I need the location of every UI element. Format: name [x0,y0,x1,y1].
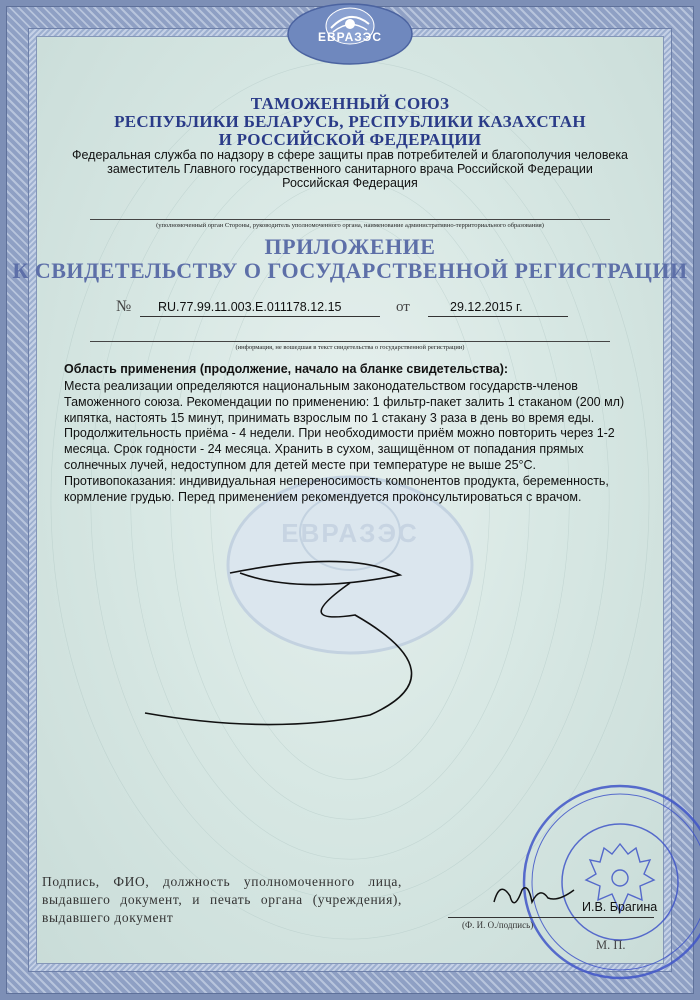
stamp-place-label: М. П. [596,938,626,952]
scope-line: кипятка, настоять 15 минут, принимать взрослым по 1 стакану 3 раза в день во время еды. [64,410,595,425]
header-line-2: РЕСПУБЛИКИ БЕЛАРУСЬ, РЕСПУБЛИКИ КАЗАХСТАН [114,112,586,131]
title-line-1: ПРИЛОЖЕНИЕ [264,234,436,259]
registration-row [0,298,700,318]
scope-line: Противопоказания: индивидуальная непереносимость компонентов продукта, беременность, [64,473,609,488]
closing-stroke [130,555,490,745]
authority-caption: (уполномоченный орган Стороны, руководитель уполномоченного органа, наименование административно-территориального образования) [156,222,544,229]
handwritten-signature [488,872,578,917]
registration-number: RU.77.99.11.003.E.011178.12.15 [158,300,342,314]
authority-underline [90,219,610,220]
scope-title: Область применения (продолжение, начало на бланке свидетельства): [64,362,509,376]
header-line-3: И РОССИЙСКОЙ ФЕДЕРАЦИИ [218,130,482,149]
watermark-label: ЕВРАЗЭС [281,518,419,548]
scope-line: кормление грудью. Перед применением рекомендуется проконсультироваться с врачом. [64,489,582,504]
fio-underline [448,917,654,918]
number-underline [140,316,380,317]
authority-line-1: Федеральная служба по надзору в сфере защиты прав потребителей и благополучия человека [71,148,629,162]
signature-note: Подпись, ФИО, должность уполномоченного лица, выдавшего документ, и печать органа (учреждения), выдавшего документ [42,874,402,925]
scope-line: Продолжительность приёма - 4 недели. При необходимости приём можно повторить через 1-2 [64,426,615,441]
date-label: от [396,299,410,315]
scope-line: солнечных лучей, недоступном для детей месте при температуре не выше 25°С. [64,457,537,472]
emblem-label: ЕВРАЗЭС [317,30,382,44]
title-line-2: К СВИДЕТЕЛЬСТВУ О ГОСУДАРСТВЕННОЙ РЕГИСТРАЦИИ [12,258,688,283]
header-line-1: ТАМОЖЕННЫЙ СОЮЗ [250,94,450,113]
info-underline [90,341,610,342]
authority-line-2: заместитель Главного государственного санитарного врача Российской Федерации [107,162,593,176]
date-underline [428,316,568,317]
fio-caption: (Ф. И. О./подпись) [462,920,534,930]
scope-text [64,379,664,505]
number-label: № [116,298,132,315]
registration-date: 29.12.2015 г. [450,300,523,314]
scope-line: Таможенного союза. Рекомендации по применению: 1 фильтр-пакет залить 1 стаканом (200 мл) [64,394,625,409]
signer-name: И.В. Брагина [582,900,658,914]
scope-line: месяца. Срок годности - 24 месяца. Хранить в сухом, защищённом от попадания прямых [64,442,584,457]
authority-line-3: Российская Федерация [282,176,418,190]
info-caption: (информация, не вошедшая в текст свидетельства о государственной регистрации) [235,344,465,351]
scope-line: Места реализации определяются национальным законодательством государств-членов [64,379,578,393]
